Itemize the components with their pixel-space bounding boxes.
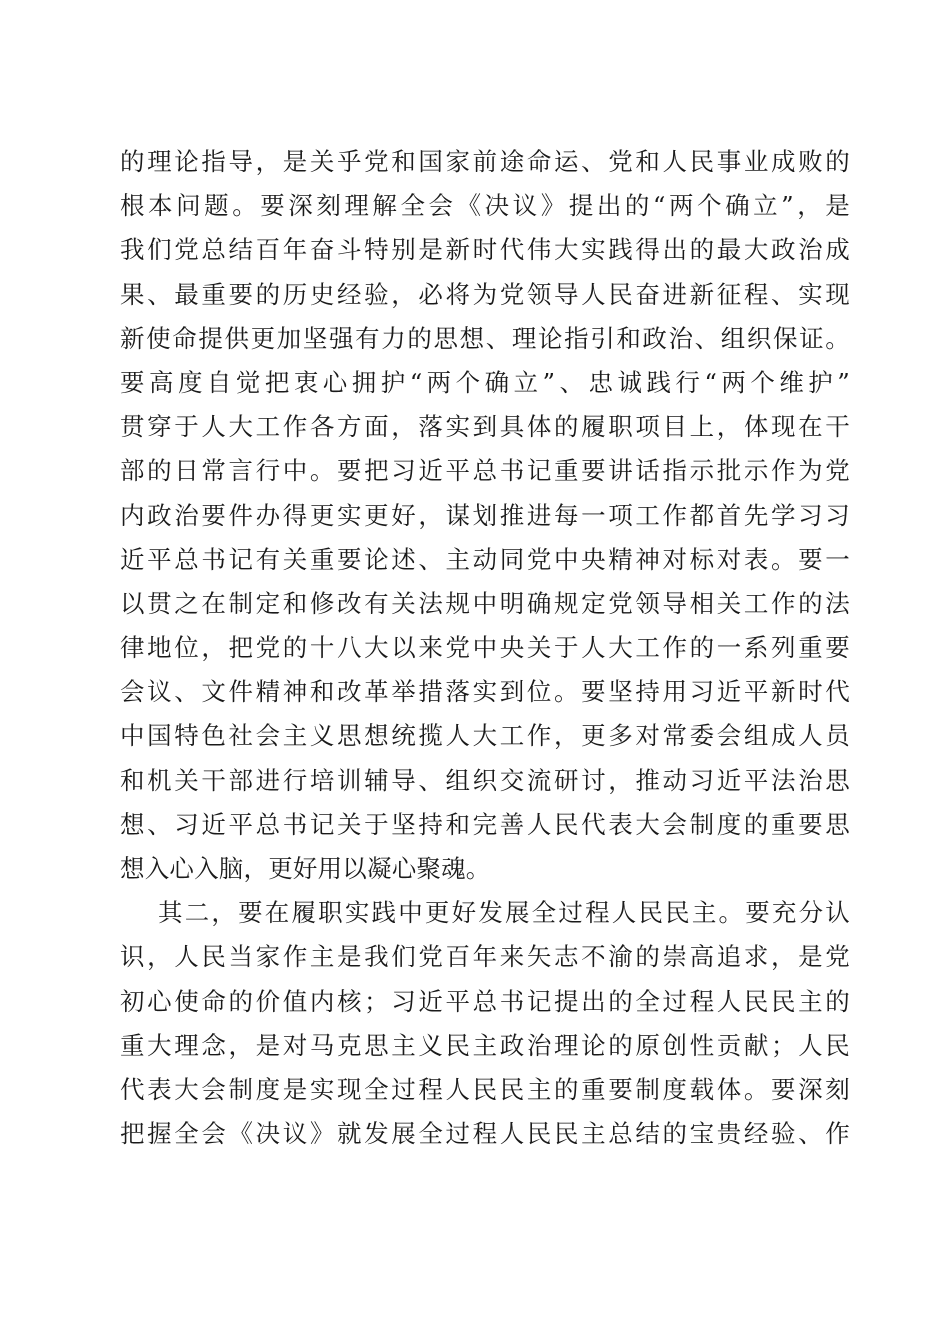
text-line-9: 内政治要件办得更实更好，谋划推进每一项工作都首先学习习 (120, 500, 850, 530)
text-line-14: 中国特色社会主义思想统揽人大工作，更多对常委会组成人员 (120, 721, 850, 751)
text-line-21: 重大理念，是对马克思主义民主政治理论的原创性贡献；人民 (120, 1030, 850, 1060)
text-line-17: 想入心入脑，更好用以凝心聚魂。 (120, 854, 491, 883)
body-text (120, 140, 850, 1156)
text-line-8: 部的日常言行中。要把习近平总书记重要讲话指示批示作为党 (120, 456, 850, 486)
text-line-1: 的理论指导，是关乎党和国家前途命运、党和人民事业成败的 (120, 147, 850, 176)
text-line-2: 根本问题。要深刻理解全会《决议》提出的“两个确立”，是 (120, 191, 850, 221)
text-line-4: 果、最重要的历史经验，必将为党领导人民奋进新征程、实现 (120, 279, 850, 309)
text-line-18: 其二，要在履职实践中更好发展全过程人民民主。要充分认 (158, 898, 850, 928)
text-line-19: 识，人民当家作主是我们党百年来矢志不渝的崇高追求，是党 (120, 942, 850, 972)
text-line-20: 初心使命的价值内核；习近平总书记提出的全过程人民民主的 (120, 986, 850, 1016)
text-line-22: 代表大会制度是实现全过程人民民主的重要制度载体。要深刻 (120, 1074, 850, 1104)
text-line-5: 新使命提供更加坚强有力的思想、理论指引和政治、组织保证。 (120, 323, 850, 353)
text-line-13: 会议、文件精神和改革举措落实到位。要坚持用习近平新时代 (120, 677, 850, 707)
text-line-12: 律地位，把党的十八大以来党中央关于人大工作的一系列重要 (120, 633, 850, 663)
text-line-23: 把握全会《决议》就发展全过程人民民主总结的宝贵经验、作 (120, 1119, 850, 1149)
text-line-6: 要高度自觉把衷心拥护“两个确立”、忠诚践行“两个维护” (120, 367, 850, 397)
text-line-15: 和机关干部进行培训辅导、组织交流研讨，推动习近平法治思 (120, 765, 850, 795)
text-line-10: 近平总书记有关重要论述、主动同党中央精神对标对表。要一 (120, 544, 850, 574)
text-line-3: 我们党总结百年奋斗特别是新时代伟大实践得出的最大政治成 (120, 235, 850, 265)
text-line-7: 贯穿于人大工作各方面，落实到具体的履职项目上，体现在干 (120, 412, 850, 442)
text-line-11: 以贯之在制定和修改有关法规中明确规定党领导相关工作的法 (120, 588, 850, 618)
text-line-16: 想、习近平总书记关于坚持和完善人民代表大会制度的重要思 (120, 809, 850, 839)
